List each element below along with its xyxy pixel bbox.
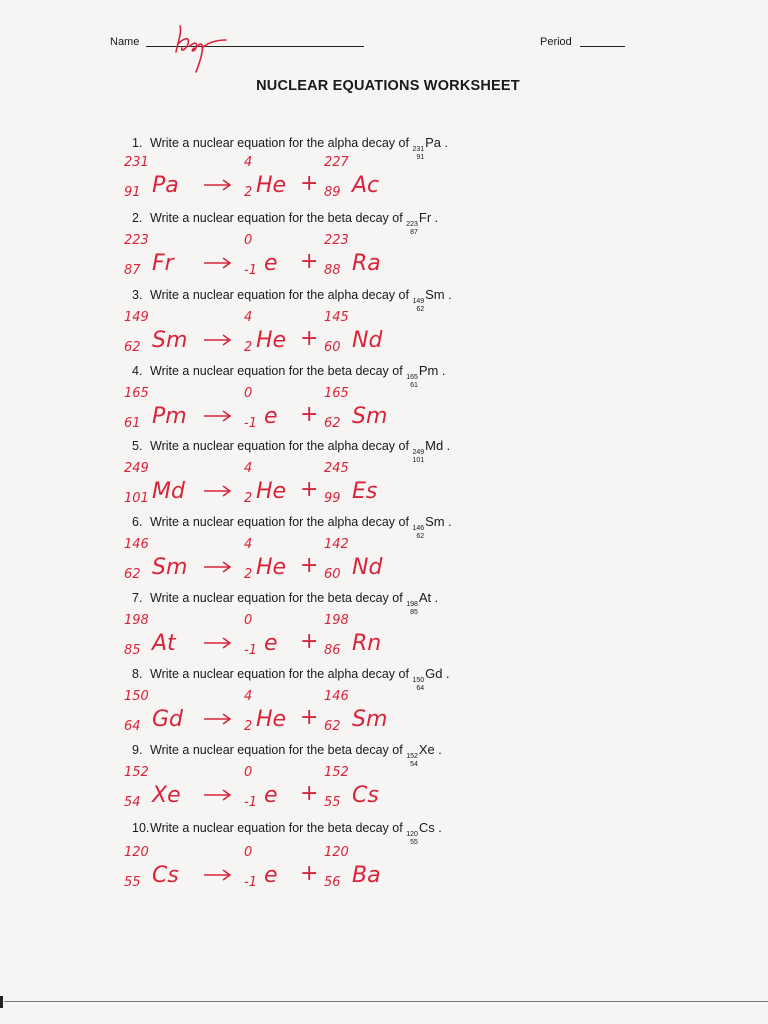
handwritten-answer-4: [110, 383, 550, 439]
answer-mass-number: 223: [124, 233, 149, 248]
nuclide-mass-number: 150: [412, 677, 425, 684]
answer-mass-number: 120: [124, 845, 149, 860]
answer-term: [244, 765, 278, 810]
answer-term: [244, 613, 278, 658]
reaction-arrow: [204, 870, 230, 880]
answer-mass-number: 231: [124, 155, 149, 170]
answer-element: Nd: [352, 328, 383, 353]
question-number: 5.: [132, 439, 143, 453]
reaction-arrow: [204, 258, 230, 268]
answer-term: [124, 386, 187, 431]
answer-element: Ra: [352, 251, 381, 276]
question-prompt: Write a nuclear equation for the alpha decay of: [150, 288, 409, 302]
question-3: 3. Write a nuclear equation for the alpha decay of 149 62 Sm .: [132, 287, 452, 313]
nuclide-element: Xe: [418, 742, 435, 757]
answer-term: [244, 689, 286, 734]
answer-mass-number: 142: [324, 537, 349, 552]
question-number: 6.: [132, 515, 143, 529]
question-7: 7. Write a nuclear equation for the beta decay of 198 85 At .: [132, 590, 439, 616]
nuclide-element: At: [418, 590, 432, 605]
question-prompt: Write a nuclear equation for the beta decay of: [150, 743, 403, 757]
answer-element: He: [256, 328, 287, 353]
question-prompt: Write a nuclear equation for the alpha decay of: [150, 439, 409, 453]
reaction-arrow: [204, 562, 230, 572]
answer-element: Fr: [152, 251, 174, 276]
reaction-arrow: [204, 335, 230, 345]
question-4: 4. Write a nuclear equation for the beta decay of 165 61 Pm .: [132, 363, 446, 389]
question-prompt: Write a nuclear equation for the beta decay of: [150, 364, 403, 378]
handwritten-answer-7: [110, 610, 550, 666]
nuclide-mass-number: 120: [406, 831, 418, 838]
answer-element: e: [264, 251, 278, 276]
answer-term: [124, 537, 187, 582]
answer-element: Sm: [152, 555, 188, 580]
answer-mass-number: 0: [244, 386, 253, 401]
answer-element: e: [264, 404, 278, 429]
answer-mass-number: 145: [324, 310, 349, 325]
answer-atomic-number: 55: [324, 795, 341, 810]
answer-atomic-number: 86: [324, 643, 341, 658]
answer-element: He: [256, 173, 287, 198]
answer-atomic-number: 89: [324, 185, 341, 200]
question-prompt: Write a nuclear equation for the alpha decay of: [150, 515, 409, 529]
nuclide-atomic-number: 91: [416, 154, 425, 161]
answer-element: He: [256, 555, 287, 580]
name-label: Name: [110, 36, 140, 48]
answer-mass-number: 0: [244, 765, 253, 780]
plus-sign: +: [300, 326, 319, 351]
answer-term: [324, 310, 383, 355]
plus-sign: +: [300, 629, 319, 654]
question-number: 2.: [132, 211, 143, 225]
answer-element: He: [256, 707, 287, 732]
answer-mass-number: 249: [124, 461, 149, 476]
answer-term: [244, 155, 286, 200]
handwritten-answer-9: [110, 762, 550, 818]
answer-atomic-number: 87: [124, 263, 141, 278]
answer-mass-number: 0: [244, 233, 253, 248]
answer-mass-number: 227: [324, 155, 349, 170]
answer-element: At: [152, 631, 176, 656]
answer-mass-number: 4: [244, 155, 253, 170]
answer-atomic-number: 2: [244, 719, 253, 734]
reaction-arrow: [204, 714, 230, 724]
answer-atomic-number: 60: [324, 567, 341, 582]
question-1: 1. Write a nuclear equation for the alpha decay of 231 91 Pa .: [132, 135, 448, 161]
period-line: [580, 46, 625, 47]
answer-atomic-number: 2: [244, 340, 253, 355]
answer-atomic-number: 62: [324, 719, 341, 734]
answer-mass-number: 223: [324, 233, 349, 248]
answer-term: [324, 845, 381, 890]
answer-element: Sm: [152, 328, 188, 353]
plus-sign: +: [300, 249, 319, 274]
answer-mass-number: 0: [244, 845, 253, 860]
nuclide-atomic-number: 87: [410, 229, 418, 236]
answer-mass-number: 198: [324, 613, 349, 628]
answer-element: Cs: [152, 863, 179, 888]
scan-bottom-line: [4, 1001, 768, 1002]
question-prompt: Write a nuclear equation for the beta decay of: [150, 591, 403, 605]
question-number: 3.: [132, 288, 143, 302]
answer-term: [244, 233, 278, 278]
nuclide-atomic-number: 85: [410, 609, 418, 616]
answer-atomic-number: 2: [244, 567, 253, 582]
nuclide-atomic-number: 54: [410, 761, 418, 768]
answer-element: Xe: [152, 783, 181, 808]
nuclide-element: Sm: [425, 287, 445, 302]
answer-mass-number: 152: [324, 765, 349, 780]
nuclide-mass-number: 149: [412, 298, 425, 305]
nuclide-atomic-number: 61: [410, 382, 418, 389]
nuclide-atomic-number: 64: [416, 685, 425, 692]
answer-element: e: [264, 631, 278, 656]
answer-element: Sm: [352, 707, 388, 732]
answer-term: [244, 386, 278, 431]
reaction-arrow: [204, 638, 230, 648]
answer-element: Nd: [352, 555, 383, 580]
answer-element: Pm: [152, 404, 187, 429]
reaction-arrow: [204, 486, 230, 496]
answer-term: [124, 233, 176, 278]
answer-element: Gd: [152, 707, 184, 732]
answer-atomic-number: 56: [324, 875, 341, 890]
answer-term: [324, 613, 381, 658]
answer-mass-number: 4: [244, 461, 253, 476]
answer-atomic-number: 88: [324, 263, 341, 278]
nuclide-element: Cs: [418, 820, 435, 835]
question-number: 4.: [132, 364, 143, 378]
answer-atomic-number: 2: [244, 491, 253, 506]
answer-atomic-number: 55: [124, 875, 141, 890]
answer-term: [124, 689, 184, 734]
answer-atomic-number: 60: [324, 340, 341, 355]
handwritten-answer-2: [110, 230, 550, 286]
answer-mass-number: 4: [244, 310, 253, 325]
answer-mass-number: 146: [124, 537, 149, 552]
plus-sign: +: [300, 402, 319, 427]
question-8: 8. Write a nuclear equation for the alpha decay of 150 64 Gd .: [132, 666, 450, 692]
plus-sign: +: [300, 171, 319, 196]
nuclide-element: Pa: [425, 135, 442, 150]
question-prompt: Write a nuclear equation for the beta decay of: [150, 821, 403, 835]
question-number: 7.: [132, 591, 143, 605]
question-2: 2. Write a nuclear equation for the beta decay of 223 87 Fr .: [132, 210, 439, 236]
answer-atomic-number: -1: [244, 875, 257, 890]
handwritten-answer-10: [110, 842, 550, 898]
answer-mass-number: 4: [244, 689, 253, 704]
plus-sign: +: [300, 705, 319, 730]
answer-atomic-number: -1: [244, 263, 257, 278]
answer-term: [324, 233, 381, 278]
answer-atomic-number: -1: [244, 416, 257, 431]
answer-atomic-number: 85: [124, 643, 141, 658]
answer-atomic-number: 61: [124, 416, 141, 431]
answer-atomic-number: 101: [124, 491, 149, 506]
answer-term: [324, 689, 387, 734]
answer-atomic-number: 62: [124, 567, 141, 582]
answer-term: [244, 845, 278, 890]
answer-atomic-number: -1: [244, 643, 257, 658]
answer-term: [124, 613, 177, 658]
handwritten-answer-3: [110, 307, 550, 363]
reaction-arrow: [204, 411, 230, 421]
nuclide-atomic-number: 55: [410, 839, 418, 846]
answer-term: [324, 765, 379, 810]
answer-atomic-number: 2: [244, 185, 253, 200]
answer-element: e: [264, 783, 278, 808]
scan-edge-mark: [0, 996, 3, 1008]
answer-element: Cs: [352, 783, 379, 808]
nuclide-element: Gd: [425, 666, 443, 681]
answer-mass-number: 4: [244, 537, 253, 552]
answer-mass-number: 0: [244, 613, 253, 628]
answer-mass-number: 120: [324, 845, 349, 860]
nuclide-element: Pm: [418, 363, 439, 378]
question-5: 5. Write a nuclear equation for the alpha decay of 249 101 Md .: [132, 438, 451, 464]
answer-term: [124, 461, 186, 506]
question-number: 9.: [132, 743, 143, 757]
answer-element: e: [264, 863, 278, 888]
plus-sign: +: [300, 861, 319, 886]
answer-term: [124, 155, 179, 200]
answer-term: [324, 537, 383, 582]
question-number: 10.: [132, 821, 150, 835]
handwritten-answer-8: [110, 686, 550, 742]
answer-term: [324, 155, 379, 200]
question-6: 6. Write a nuclear equation for the alpha decay of 146 62 Sm .: [132, 514, 452, 540]
answer-element: He: [256, 479, 287, 504]
nuclide-mass-number: 223: [406, 221, 418, 228]
answer-atomic-number: 91: [124, 185, 141, 200]
answer-atomic-number: 64: [124, 719, 141, 734]
nuclide-mass-number: 165: [406, 374, 418, 381]
question-10: 10.Write a nuclear equation for the beta decay of 120 55 Cs .: [132, 820, 442, 846]
plus-sign: +: [300, 477, 319, 502]
period-label: Period: [540, 36, 572, 48]
question-prompt: Write a nuclear equation for the beta decay of: [150, 211, 403, 225]
answer-term: [324, 461, 377, 506]
nuclide-atomic-number: 101: [412, 457, 425, 464]
answer-element: Sm: [352, 404, 388, 429]
handwritten-answer-5: [110, 458, 550, 514]
answer-mass-number: 152: [124, 765, 149, 780]
nuclide-mass-number: 249: [412, 449, 425, 456]
handwritten-answer-6: [110, 534, 550, 590]
answer-term: [244, 461, 286, 506]
answer-atomic-number: 99: [324, 491, 341, 506]
nuclide-element: Md: [425, 438, 444, 453]
nuclide-atomic-number: 62: [416, 306, 425, 313]
reaction-arrow: [204, 180, 230, 190]
answer-element: Md: [152, 479, 185, 504]
handwritten-answer-1: [110, 152, 550, 208]
answer-atomic-number: -1: [244, 795, 257, 810]
answer-element: Ac: [352, 173, 380, 198]
answer-term: [244, 310, 286, 355]
nuclide-mass-number: 152: [406, 753, 418, 760]
answer-term: [124, 765, 181, 810]
answer-atomic-number: 62: [124, 340, 141, 355]
answer-atomic-number: 62: [324, 416, 341, 431]
answer-mass-number: 165: [324, 386, 349, 401]
question-prompt: Write a nuclear equation for the alpha decay of: [150, 136, 409, 150]
answer-term: [124, 310, 187, 355]
nuclide-element: Fr: [418, 210, 432, 225]
answer-mass-number: 146: [324, 689, 349, 704]
answer-term: [124, 845, 179, 890]
answer-mass-number: 165: [124, 386, 149, 401]
nuclide-atomic-number: 62: [416, 533, 425, 540]
question-number: 1.: [132, 136, 143, 150]
answer-element: Ba: [352, 863, 381, 888]
answer-element: Es: [352, 479, 378, 504]
question-prompt: Write a nuclear equation for the alpha decay of: [150, 667, 409, 681]
handwritten-key-signature: [168, 22, 228, 74]
nuclide-mass-number: 198: [406, 601, 418, 608]
plus-sign: +: [300, 781, 319, 806]
nuclide-mass-number: 231: [412, 146, 425, 153]
plus-sign: +: [300, 553, 319, 578]
answer-mass-number: 149: [124, 310, 149, 325]
answer-element: Rn: [352, 631, 382, 656]
answer-term: [244, 537, 286, 582]
question-number: 8.: [132, 667, 143, 681]
answer-atomic-number: 54: [124, 795, 141, 810]
question-9: 9. Write a nuclear equation for the beta decay of 152 54 Xe .: [132, 742, 442, 768]
nuclide-element: Sm: [425, 514, 445, 529]
answer-term: [324, 386, 387, 431]
nuclide-mass-number: 146: [412, 525, 425, 532]
answer-mass-number: 150: [124, 689, 149, 704]
page-title: NUCLEAR EQUATIONS WORKSHEET: [256, 78, 520, 94]
answer-element: Pa: [152, 173, 179, 198]
reaction-arrow: [204, 790, 230, 800]
answer-mass-number: 198: [124, 613, 149, 628]
answer-mass-number: 245: [324, 461, 349, 476]
